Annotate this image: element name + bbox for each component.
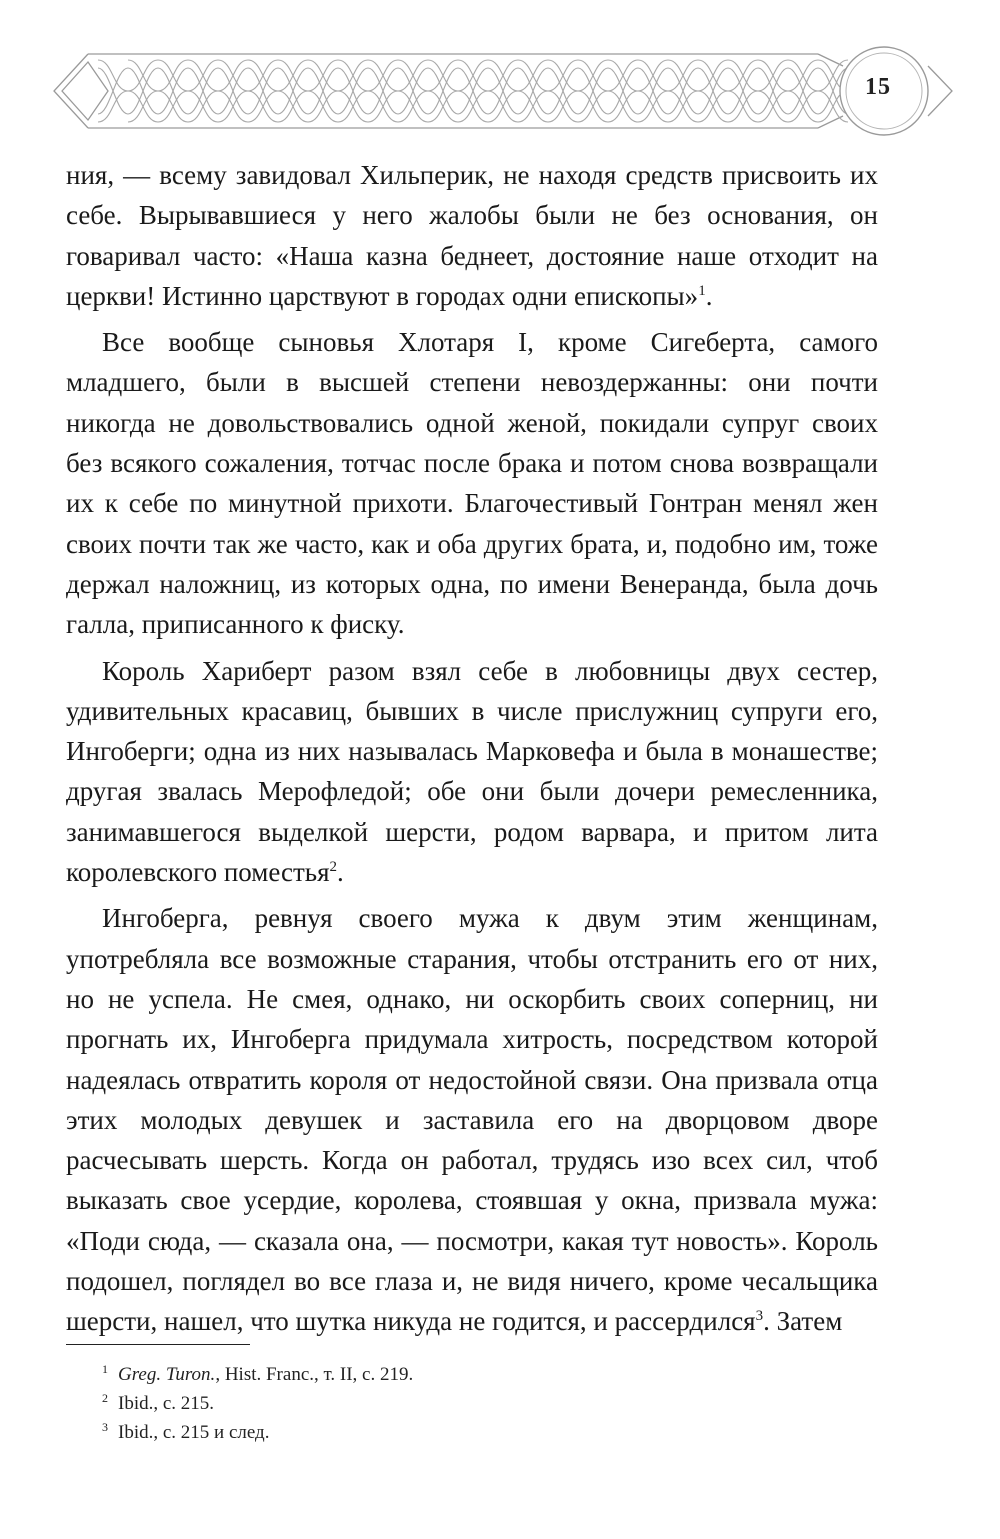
footnote-ref-1[interactable]: 1 (698, 282, 706, 299)
paragraph-1: ния, — всему завидовал Хильперик, не находя средств присвоить их себе. Вырывавшиеся у него жалобы были не без основания, он говаривал часто: «Наша казна беднеет, достояние наше отходит на церкви! Истинно царствуют в городах одни епископы»$^1$. (66, 160, 878, 311)
footnotes (102, 1360, 862, 1447)
footnote-divider (66, 1344, 250, 1345)
paragraph-3: Король Хариберт разом взял себе в любовницы двух сестер, удивительных красавиц, бывших в числе прислужниц супруги его, Ингоберги; одна из них называлась Марковефа и была в монашестве; другая звалась Мерофледой; обе они были дочери ремесленника, занимавшегося выделкой шерсти, родом варвара, и притом лита королевского поместья$^2$. (66, 655, 878, 888)
celtic-knot-header-ornament (48, 46, 958, 136)
footnote-1: $^1$ Greg. Turon., Hist. Franc., т. II, с. 219. (102, 1361, 414, 1385)
footnote-2: $^2$ Ibid., с. 215. (102, 1390, 215, 1414)
paragraph-4: Ингоберга, ревнуя своего мужа к двум этим женщинам, употребляла все возможные старания, чтобы отстранить его от них, но не успела. Не смея, однако, ни оскорбить своих соперниц, ни прогнать их, Ингоберга придумала хитрость, посредством которой надеялась отвратить короля от недостойной связи. Она призвала отца этих молодых девушек и заставила его на дворцовом дворе расчесывать шерсть. Когда он работал, трудясь изо всех сил, чтоб выказать свое усердие, королева, стоявшая у окна, призвала мужа: «Поди сюда, — сказала она, — посмотри, какая тут новость». Король подошел, поглядел во все глаза и, не видя ничего, кроме чесальщика шерсти, нашел, что шутка никуда не годится, и рассердился$^3$. Затем (66, 903, 878, 1337)
footnote-ref-2[interactable]: 2 (329, 859, 338, 876)
page-number: 15 (865, 74, 891, 100)
footnote-ref-3[interactable]: 3 (755, 1308, 764, 1325)
paragraph-2: Все вообще сыновья Хлотаря I, кроме Сигеберта, самого младшего, были в высшей степени невоздержанны: они почти никогда не довольствовались одной женой, покидали супруг своих без всякого сожаления, тотчас после брака и потом снова возвращали их к себе по минутной прихоти. Благочестивый Гонтран менял жен своих почти так же часто, как и оба других брата, и, подобно им, тоже держал наложниц, из которых одна, по имени Венеранда, была дочь галла, приписанного к фиску. (66, 327, 878, 640)
body-text (66, 155, 878, 1342)
footnote-3: $^3$ Ibid., с. 215 и след. (102, 1419, 270, 1443)
